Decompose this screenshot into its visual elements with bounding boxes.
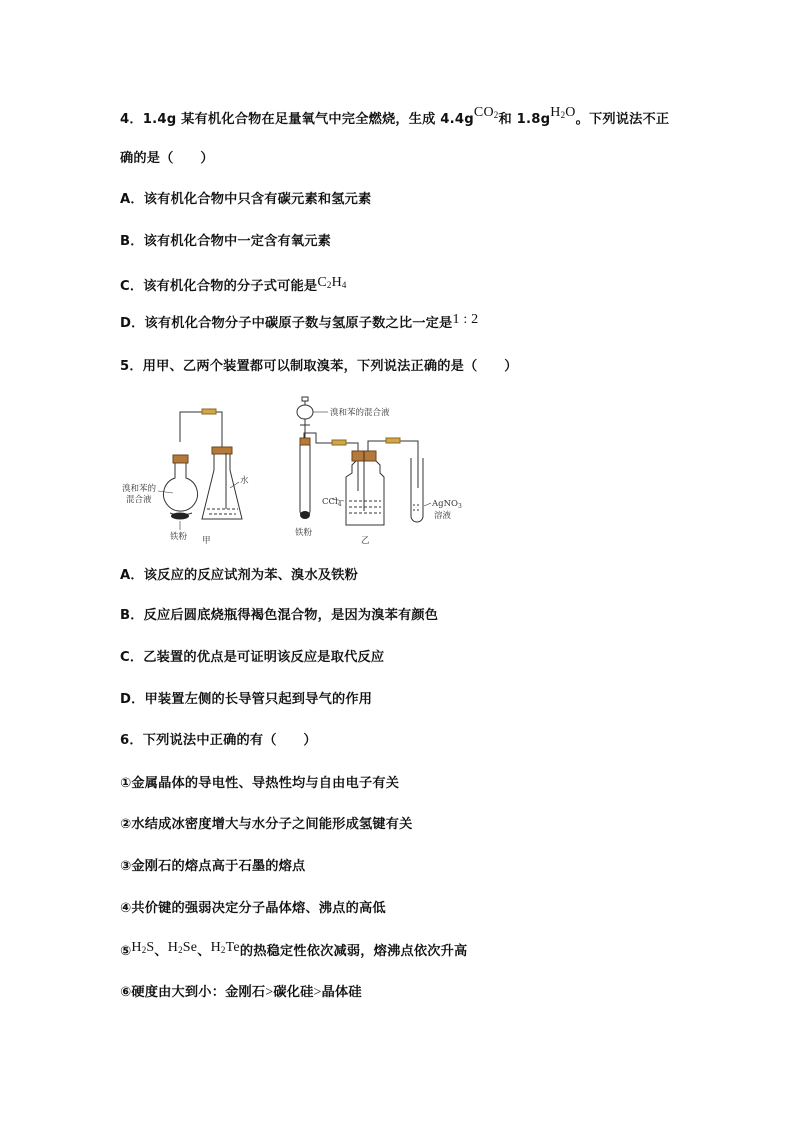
ratio-1-2: 1 : 2 [452,312,479,327]
q6-item-3: ③金刚石的熔点高于石墨的熔点 [120,859,306,874]
q5-option-b: B．反应后圆底烧瓶得褐色混合物，是因为溴苯有颜色 [120,608,439,623]
formula-c2h4: $C_2H_4$ [317,275,347,290]
q4-stem-line1: 4．1.4g 某有机化合物在足量氧气中完全燃烧，生成 4.4gCO$_2$和 $1.8gH_2O$。下列说法不正 [120,105,670,127]
formula-h2o: $H_2O$ [550,105,576,120]
q4-option-c: C．该有机化合物的分子式可能是$C_2H_4$ [120,275,347,294]
formula-h2se: $H_2Se$ [167,940,198,955]
agno3-test-tube [411,458,423,522]
q5-option-c: C．乙装置的优点是可证明该反应是取代反应 [120,650,385,665]
q4-stem-line2: 确的是（ ） [120,151,214,166]
q4-option-b: B．该有机化合物中一定含有氧元素 [120,234,332,249]
label-jia: 甲 [202,536,211,546]
iron-powder-right [300,511,310,519]
q6-item-5: $⑤H_2S$、$H_2Se$、$H_2Te$的热稳定性依次减弱，熔沸点依次升高 [120,940,468,959]
q5-option-d: D．甲装置左侧的长导管只起到导气的作用 [120,692,373,707]
left-stopper [173,455,188,463]
label-iron-left: 铁粉 [170,532,188,542]
label-iron-right: 铁粉 [295,528,313,538]
left-tube-joint [202,409,216,414]
label-ccl4: CCl$_4$ [322,497,342,508]
formula-h2te: $H_2Te$ [210,940,240,955]
q4-option-d: D．该有机化合物分子中碳原子数与氢原子数之比一定是1 : 2 [120,312,479,331]
label-mix-top: 溴和苯的混合液 [330,408,390,418]
greater-than-2: > [313,985,322,1000]
gas-bottle [346,461,384,525]
q6-item-2: ②水结成冰密度增大与水分子之间能形成氢键有关 [120,817,413,832]
label-agno3: AgNO$_3$ [432,499,462,510]
formula-co2: $CO_2$ [473,105,499,120]
separatory-funnel [297,405,313,419]
q5-stem: 5．用甲、乙两个装置都可以制取溴苯，下列说法正确的是（ ） [120,359,518,374]
test-tube [300,445,310,516]
q6-item-4: ④共价键的强弱决定分子晶体熔、沸点的高低 [120,901,386,916]
q6-item-6: ⑥硬度由大到小：金刚石>碳化硅>晶体硅 [120,985,362,1000]
q6-item-1: ①金属晶体的导电性、导热性均与自由电子有关 [120,776,400,791]
label-mix-left-1: 溴和苯的 [122,484,157,494]
apparatus-figure [118,393,478,548]
greater-than-1: > [265,985,274,1000]
q5-option-a: A．该反应的反应试剂为苯、溴水及铁粉 [120,568,358,583]
label-solution: 溶液 [434,511,452,521]
q4-option-a: A．该有机化合物中只含有碳元素和氢元素 [120,192,372,207]
label-water: 水 [240,476,249,486]
label-yi: 乙 [361,536,370,546]
formula-h2s: $H_2S$ [131,940,155,955]
label-mix-left-2: 混合液 [126,495,152,505]
right-stopper [212,447,232,454]
q6-stem: 6．下列说法中正确的有（ ） [120,733,317,748]
round-bottom-flask [164,463,198,511]
iron-powder-left [171,513,189,520]
middle-tube [304,433,358,491]
